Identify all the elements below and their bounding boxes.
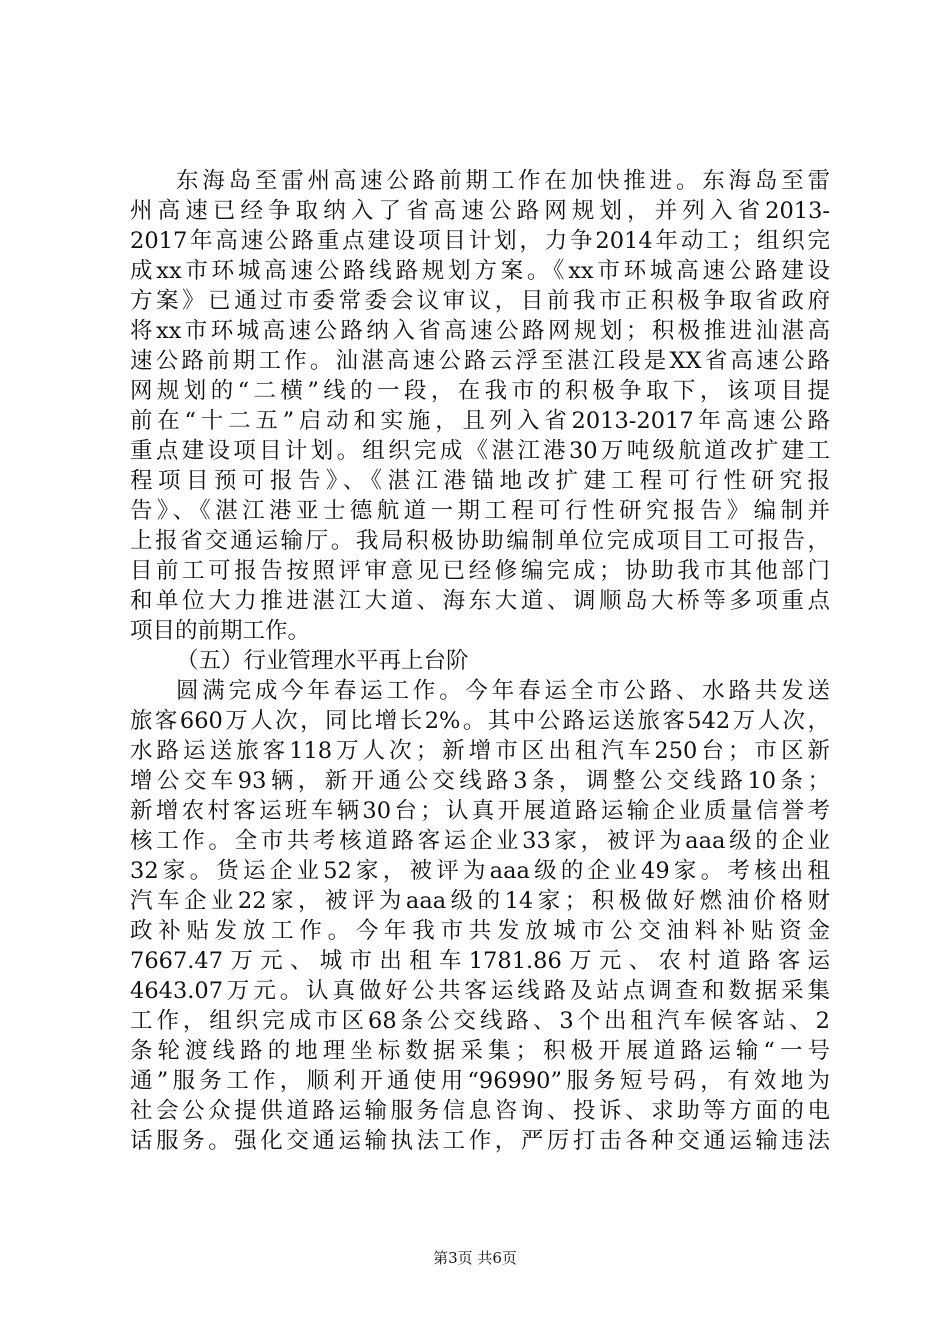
text-line: 州高速已经争取纳入了省高速公路网规划，并列入省2013- (130, 198, 830, 224)
text-line: 4643.07万元。认真做好公共客运线路及站点调查和数据采集 (130, 978, 830, 1004)
text-line: 工作，组织完成市区68条公交线路、3个出租汽车候客站、2 (130, 1008, 830, 1034)
paragraph-industry-management (130, 676, 830, 1156)
text-line: 2017年高速公路重点建设项目计划，力争2014年动工；组织完 (130, 228, 830, 254)
text-line: 东海岛至雷州高速公路前期工作在加快推进。东海岛至雷 (176, 168, 830, 194)
text-line: 上报省交通运输厅。我局积极协助编制单位完成项目工可报告， (130, 528, 830, 554)
text-line: 水路运送旅客118万人次；新增市区出租汽车250台；市区新 (130, 738, 830, 764)
text-line: 汽车企业22家，被评为aaa级的14家；积极做好燃油价格财 (130, 888, 830, 914)
page-number-label: 第3页 共6页 (433, 1249, 517, 1267)
text-line: 将xx市环城高速公路纳入省高速公路网规划；积极推进汕湛高 (130, 318, 830, 344)
document-body (130, 166, 830, 1156)
page-footer (0, 1248, 950, 1268)
text-line: 重点建设项目计划。组织完成《湛江港30万吨级航道改扩建工 (130, 438, 830, 464)
text-line: 政补贴发放工作。今年我市共发放城市公交油料补贴资金 (130, 918, 830, 944)
text-line: 速公路前期工作。汕湛高速公路云浮至湛江段是XX省高速公路 (130, 348, 830, 374)
text-line: 社会公众提供道路运输服务信息咨询、投诉、求助等方面的电 (130, 1098, 830, 1124)
text-line: 新增农村客运班车辆30台；认真开展道路运输企业质量信誉考 (130, 798, 830, 824)
text-line: 7667.47万元、城市出租车1781.86万元、农村道路客运 (130, 948, 830, 974)
text-line: 程项目预可报告》、《湛江港锚地改扩建工程可行性研究报 (130, 468, 830, 494)
text-line: 增公交车93辆，新开通公交线路3条，调整公交线路10条； (130, 768, 830, 794)
text-line: 网规划的“二横”线的一段，在我市的积极争取下，该项目提 (130, 378, 830, 404)
text-line: 方案》已通过市委常委会议审议，目前我市正积极争取省政府 (130, 288, 830, 314)
text-line: 条轮渡线路的地理坐标数据采集；积极开展道路运输“一号 (130, 1038, 830, 1064)
text-line: 圆满完成今年春运工作。今年春运全市公路、水路共发送 (176, 678, 830, 704)
text-line: 旅客660万人次，同比增长2%。其中公路运送旅客542万人次， (130, 708, 830, 734)
text-line: 通”服务工作，顺利开通使用“96990”服务短号码，有效地为 (130, 1068, 830, 1094)
text-line: 核工作。全市共考核道路客运企业33家，被评为aaa级的企业 (130, 828, 830, 854)
text-line: 32家。货运企业52家，被评为aaa级的企业49家。考核出租 (130, 858, 830, 884)
text-line: 和单位大力推进湛江大道、海东大道、调顺岛大桥等多项重点 (130, 588, 830, 614)
text-line: 成xx市环城高速公路线路规划方案。《xx市环城高速公路建设 (130, 258, 830, 284)
text-line: 项目的前期工作。 (130, 618, 311, 644)
text-line: 前在“十二五”启动和实施，且列入省2013-2017年高速公路 (130, 408, 830, 434)
section-heading: （五）行业管理水平再上台阶 (176, 648, 469, 674)
text-line: 话服务。强化交通运输执法工作，严厉打击各种交通运输违法 (130, 1128, 830, 1154)
text-line: 告》、《湛江港亚士德航道一期工程可行性研究报告》编制并 (130, 498, 830, 524)
text-line: 目前工可报告按照评审意见已经修编完成；协助我市其他部门 (130, 558, 830, 584)
paragraph-expressway (130, 166, 830, 646)
